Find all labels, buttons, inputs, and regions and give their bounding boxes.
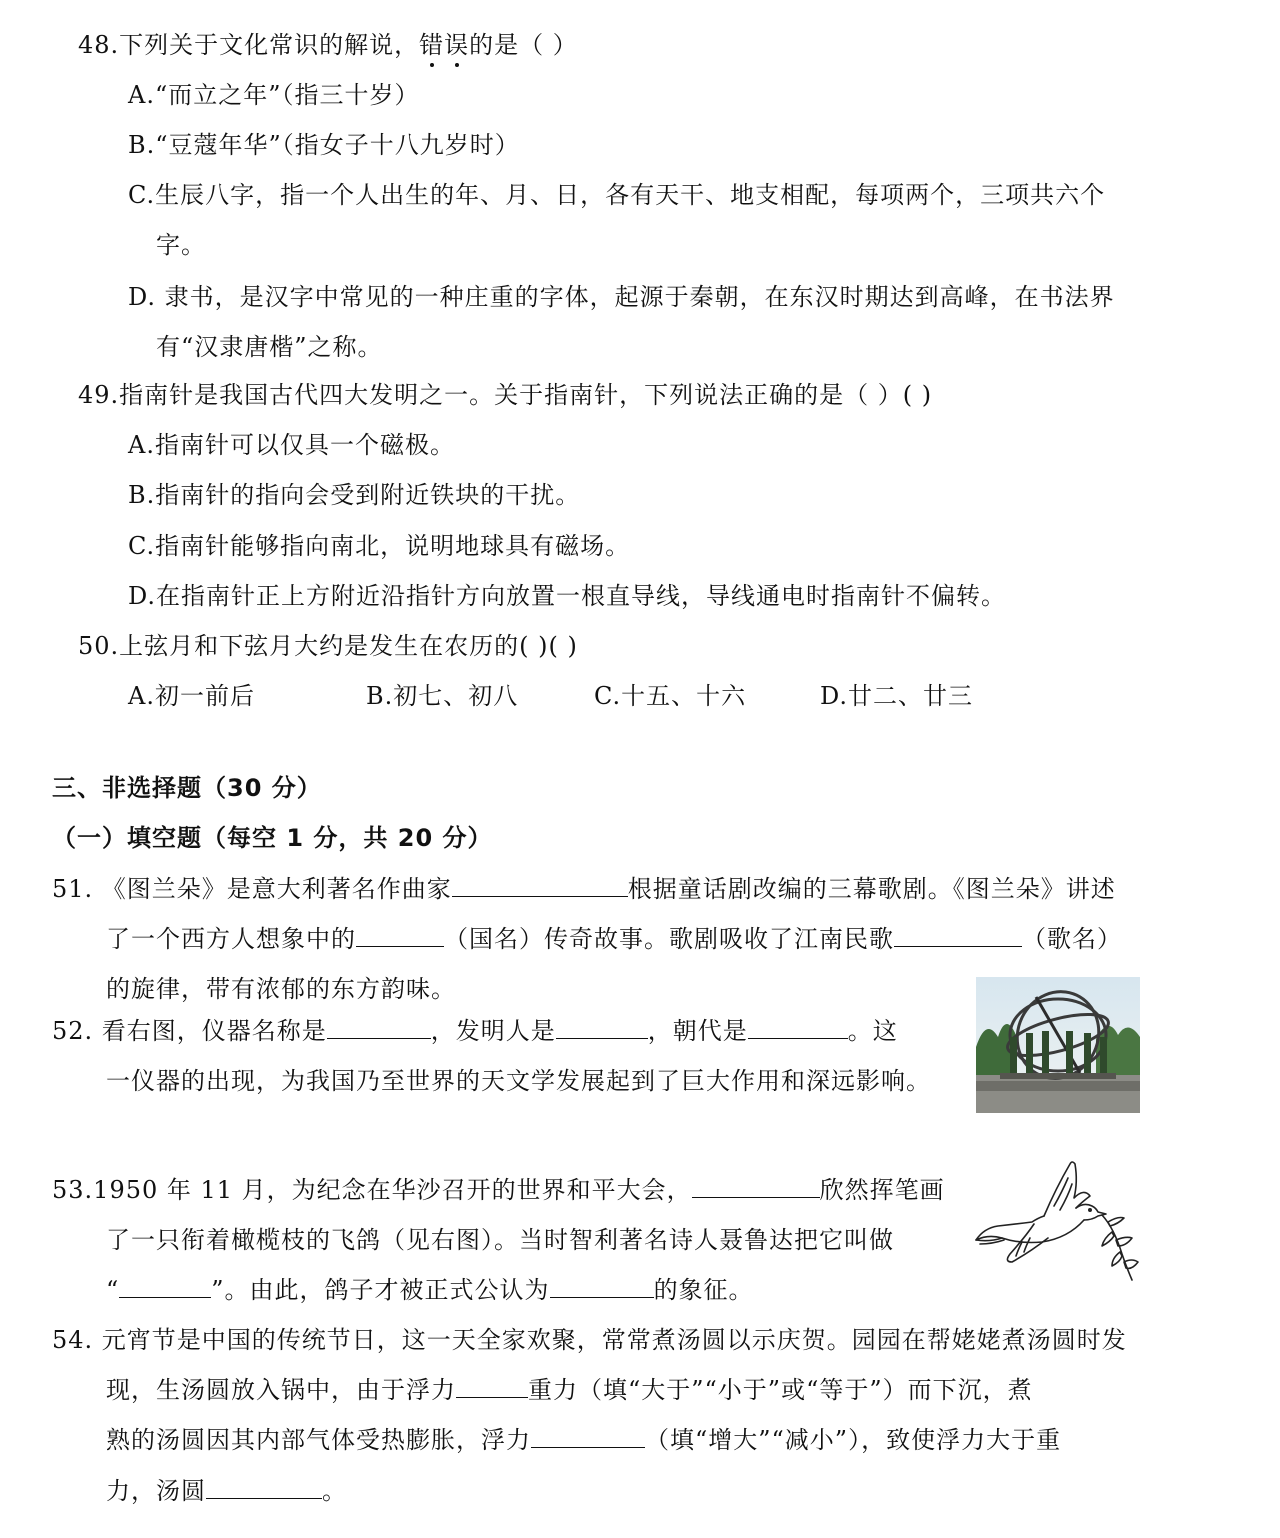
subsection-title: （一）填空题（每空 1 分，共 20 分）: [52, 824, 493, 852]
q49-option-c: C.指南针能够指向南北，说明地球具有磁场。: [128, 532, 631, 560]
q50-option-c: C.十五、十六: [594, 682, 747, 710]
q54-line2: 现，生汤圆放入锅中，由于浮力 重力（填“大于”“小于”或“等于”）而下沉，煮: [106, 1376, 1033, 1404]
q48-stem: 48.下列关于文化常识的解说，错误的是（ ）: [78, 31, 578, 59]
q51-line2: 了一个西方人想象中的 （国名）传奇故事。歌剧吸收了江南民歌 （歌名）: [106, 925, 1122, 953]
answer-blank[interactable]: [456, 1375, 528, 1398]
q51-line1: 51. 《图兰朵》是意大利著名作曲家 根据童话剧改编的三幕歌剧。《图兰朵》讲述: [52, 875, 1116, 903]
q49-option-b: B.指南针的指向会受到附近铁块的干扰。: [128, 481, 581, 509]
armillary-sphere-image: [976, 977, 1140, 1113]
q50-option-d: D.廿二、廿三: [820, 682, 974, 710]
q54-line4: 力，汤圆 。: [106, 1477, 347, 1505]
section-title: 三、非选择题（30 分）: [52, 774, 322, 802]
q48-option-c-cont: 字。: [156, 231, 206, 259]
q48-option-b: B.“豆蔻年华”（指女子十八九岁时）: [128, 131, 520, 159]
answer-blank[interactable]: [894, 924, 1022, 947]
q49-stem: 49.指南针是我国古代四大发明之一。关于指南针，下列说法正确的是（ ）( ): [78, 381, 933, 409]
q54-line3: 熟的汤圆因其内部气体受热膨胀，浮力 （填“增大”“减小”），致使浮力大于重: [106, 1426, 1062, 1454]
answer-blank[interactable]: [692, 1175, 820, 1198]
q49-option-a: A.指南针可以仅具一个磁极。: [128, 431, 455, 459]
q51-line3: 的旋律，带有浓郁的东方韵味。: [106, 975, 456, 1003]
answer-blank[interactable]: [206, 1476, 322, 1499]
q50-option-b: B.初七、初八: [366, 682, 519, 710]
q49-option-d: D.在指南针正上方附近沿指针方向放置一根直导线，导线通电时指南针不偏转。: [128, 582, 1007, 610]
q48-option-d: D. 隶书，是汉字中常见的一种庄重的字体，起源于秦朝，在东汉时期达到高峰，在书法界: [128, 283, 1115, 311]
answer-blank[interactable]: [556, 1016, 648, 1039]
peace-dove-image: [972, 1158, 1140, 1288]
q52-line2: 一仪器的出现，为我国乃至世界的天文学发展起到了巨大作用和深远影响。: [106, 1067, 931, 1095]
q48-option-a: A.“而立之年”（指三十岁）: [128, 81, 420, 109]
answer-blank[interactable]: [119, 1275, 211, 1298]
answer-blank[interactable]: [327, 1016, 431, 1039]
answer-blank[interactable]: [452, 874, 628, 897]
q53-line2: 了一只衔着橄榄枝的飞鸽（见右图）。当时智利著名诗人聂鲁达把它叫做: [106, 1226, 894, 1254]
answer-blank[interactable]: [748, 1016, 848, 1039]
emphasis-char: 误: [444, 31, 470, 59]
q48-option-c: C.生辰八字，指一个人出生的年、月、日，各有天干、地支相配，每项两个，三项共六个: [128, 181, 1106, 209]
emphasis-char: 错: [419, 31, 445, 59]
q53-line1: 53.1950 年 11 月，为纪念在华沙召开的世界和平大会， 欣然挥笔画: [52, 1176, 945, 1204]
q53-line3: “ ”。由此，鸽子才被正式公认为 的象征。: [106, 1276, 754, 1304]
q52-line1: 52. 看右图，仪器名称是 ，发明人是 ，朝代是 。这: [52, 1017, 898, 1045]
q50-option-a: A.初一前后: [128, 682, 255, 710]
q50-stem: 50.上弦月和下弦月大约是发生在农历的( )( ): [78, 632, 578, 660]
answer-blank[interactable]: [356, 924, 444, 947]
answer-blank[interactable]: [550, 1275, 654, 1298]
answer-blank[interactable]: [531, 1425, 645, 1448]
q54-line1: 54. 元宵节是中国的传统节日，这一天全家欢聚，常常煮汤圆以示庆贺。园园在帮姥姥煮汤圆时发: [52, 1326, 1127, 1354]
q48-option-d-cont: 有“汉隶唐楷”之称。: [156, 333, 383, 361]
